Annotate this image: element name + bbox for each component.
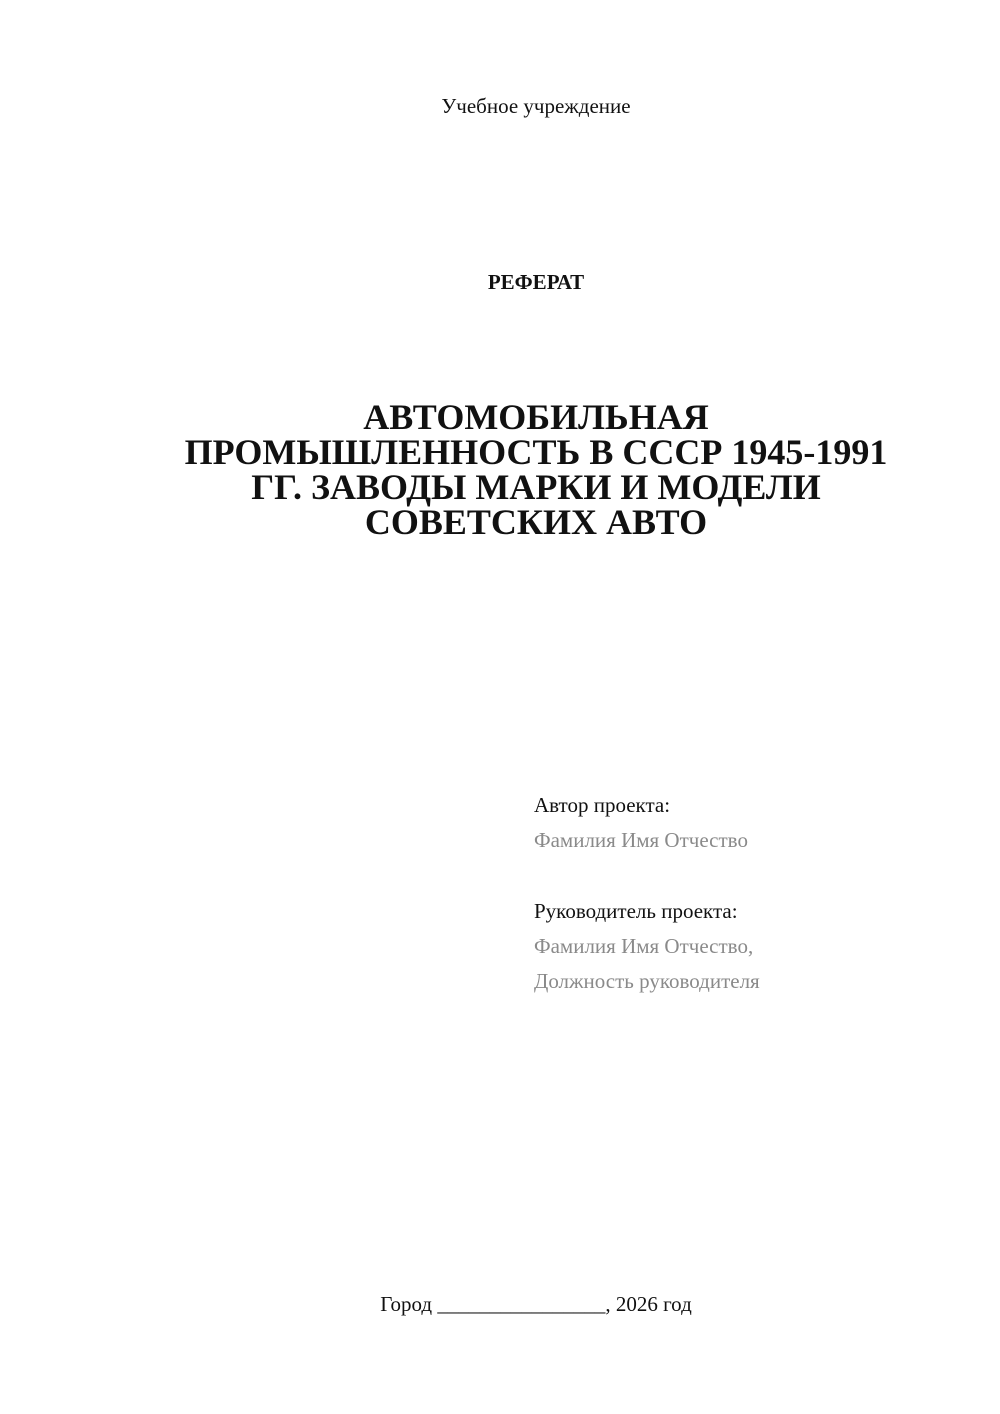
title-line: АВТОМОБИЛЬНАЯ	[363, 397, 709, 437]
supervisor-name: Фамилия Имя Отчество,	[534, 934, 754, 958]
author-name: Фамилия Имя Отчество	[534, 828, 748, 852]
document-type: РЕФЕРАТ	[487, 270, 585, 294]
title-line: СОВЕТСКИХ АВТО	[364, 502, 708, 542]
spacer	[534, 858, 974, 894]
title-line: ПРОМЫШЛЕННОСТЬ В СССР 1945-1991	[184, 432, 888, 472]
city-year-footer: Город ________________, 2026 год	[380, 1292, 692, 1316]
signature-block	[534, 788, 974, 999]
supervisor-position: Должность руководителя	[534, 969, 760, 993]
title-line: ГГ. ЗАВОДЫ МАРКИ И МОДЕЛИ	[251, 467, 821, 507]
author-label: Автор проекта:	[534, 793, 671, 817]
supervisor-label: Руководитель проекта:	[534, 899, 738, 923]
document-title	[150, 397, 922, 542]
institution-name: Учебное учреждение	[441, 94, 631, 118]
